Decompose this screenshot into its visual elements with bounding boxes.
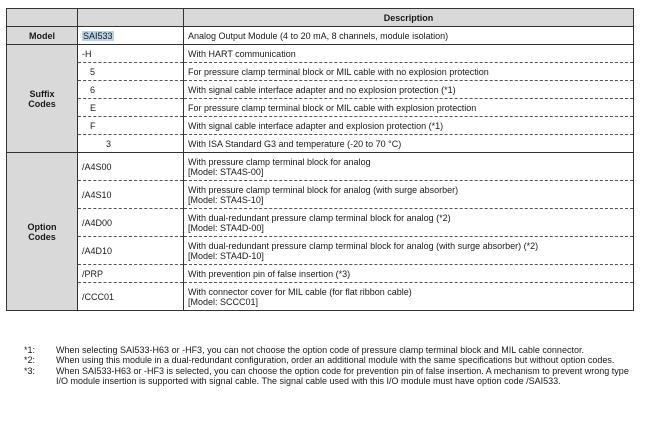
header-blank-1 bbox=[7, 9, 78, 27]
model-description: Analog Output Module (4 to 20 mA, 8 channels, module isolation) bbox=[184, 27, 634, 45]
footnote-mark: *1: bbox=[24, 345, 36, 355]
option-code: /A4S10 bbox=[78, 181, 184, 209]
suffix-description: With signal cable interface adapter and explosion protection (*1) bbox=[184, 117, 634, 135]
option-code: /A4D00 bbox=[78, 209, 184, 237]
suffix-label-line1: Suffix bbox=[29, 88, 55, 99]
footnote-text: When SAI533-H63 or -HF3 is selected, you can choose the option code for prevention pin of false insertion. A mechanism to prevent wrong type I/O module insertion is supported with signal cable. The signal cable used with this I/O module must have option code /SAI533. bbox=[56, 365, 629, 387]
option-description-line2: [Model: STA4S-10] bbox=[188, 194, 264, 205]
footnote bbox=[24, 345, 636, 355]
option-description-line2: [Model: STA4D-10] bbox=[188, 250, 264, 261]
option-description-line1: With pressure clamp terminal block for analog (with surge absorber) bbox=[188, 184, 459, 195]
suffix-code: 5 bbox=[78, 63, 184, 81]
suffix-code: -H bbox=[78, 45, 184, 63]
suffix-description: With ISA Standard G3 and temperature (-20 to 70 °C) bbox=[184, 135, 634, 153]
footnote-mark: *3: bbox=[24, 365, 36, 376]
suffix-code: 6 bbox=[78, 81, 184, 99]
option-label-line1: Option bbox=[27, 221, 57, 232]
option-code: /A4S00 bbox=[78, 153, 184, 181]
option-code: /PRP bbox=[78, 265, 184, 283]
footnote-text: When using this module in a dual-redundant configuration, order an additional module with the same specifications but without option codes. bbox=[56, 355, 615, 366]
option-description-line1: With dual-redundant pressure clamp terminal block for analog (*2) bbox=[188, 212, 451, 223]
option-description bbox=[184, 181, 634, 209]
suffix-code: F bbox=[78, 117, 184, 135]
option-description-line2: [Model: STA4D-00] bbox=[188, 222, 264, 233]
model-label: Model bbox=[7, 27, 78, 45]
option-label-line2: Codes bbox=[28, 231, 56, 242]
suffix-description: With signal cable interface adapter and no explosion protection (*1) bbox=[184, 81, 634, 99]
suffix-codes-label bbox=[7, 45, 78, 153]
footnote-mark: *2: bbox=[24, 355, 36, 366]
model-code bbox=[78, 27, 184, 45]
option-description-line1: With dual-redundant pressure clamp terminal block for analog (with surge absorber) (*2) bbox=[188, 240, 539, 251]
suffix-description: For pressure clamp terminal block or MIL cable with explosion protection bbox=[184, 99, 634, 117]
option-description bbox=[184, 237, 634, 265]
footnote-text: When selecting SAI533-H63 or -HF3, you can not choose the option code of pressure clamp terminal block and MIL cable connector. bbox=[56, 345, 584, 355]
option-code: /A4D10 bbox=[78, 237, 184, 265]
option-description bbox=[184, 153, 634, 181]
model-code-text: SAI533 bbox=[83, 30, 113, 41]
option-description-line2: [Model: STA4S-00] bbox=[188, 166, 264, 177]
suffix-label-line2: Codes bbox=[28, 98, 56, 109]
option-description-line2: [Model: SCCC01] bbox=[188, 296, 259, 307]
footnote bbox=[24, 366, 636, 387]
footnotes bbox=[24, 345, 636, 387]
option-description bbox=[184, 209, 634, 237]
footnote bbox=[24, 355, 636, 365]
option-codes-label bbox=[7, 153, 78, 311]
option-description-line1: With prevention pin of false insertion (*3) bbox=[188, 268, 351, 279]
option-description-line1: With connector cover for MIL cable (for flat ribbon cable) bbox=[188, 286, 412, 297]
option-description bbox=[184, 265, 634, 283]
specification-table bbox=[6, 8, 634, 311]
suffix-description: For pressure clamp terminal block or MIL cable with no explosion protection bbox=[184, 63, 634, 81]
option-description bbox=[184, 283, 634, 311]
header-blank-2 bbox=[78, 9, 184, 27]
header-description: Description bbox=[184, 9, 634, 27]
suffix-code: 3 bbox=[78, 135, 184, 153]
suffix-description: With HART communication bbox=[184, 45, 634, 63]
suffix-code: E bbox=[78, 99, 184, 117]
option-code: /CCC01 bbox=[78, 283, 184, 311]
option-description-line1: With pressure clamp terminal block for analog bbox=[188, 156, 371, 167]
